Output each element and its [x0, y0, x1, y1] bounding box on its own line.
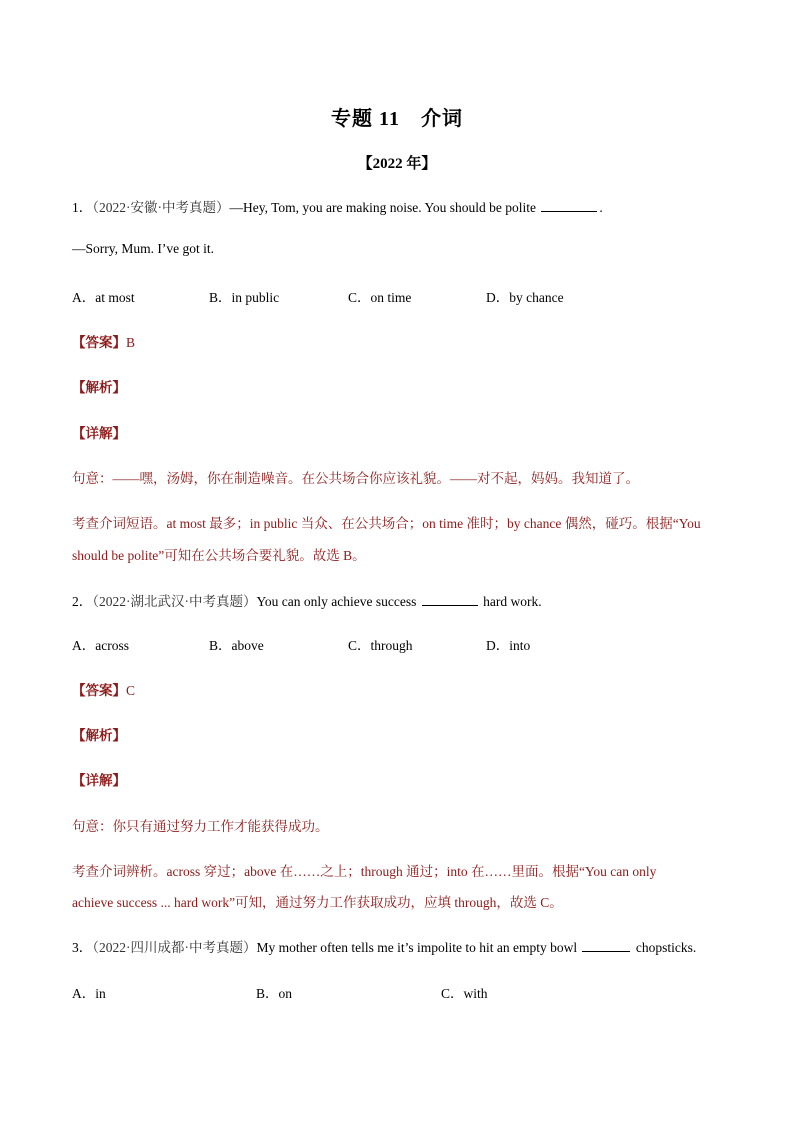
option-b: B．in public — [209, 290, 280, 305]
analysis-label: 【解析】 — [72, 380, 126, 395]
explanation-line-1: 考查介词短语。at most 最多；in public 当众、在公共场合；on time 准时；by chance 偶然，碰巧。根据“You — [72, 516, 701, 531]
question-2-stem — [72, 590, 542, 610]
answer-label: 【答案】 — [72, 335, 126, 350]
question-text-end: . — [599, 200, 603, 215]
question-source: （2022·安徽·中考真题） — [92, 200, 230, 215]
question-text-end: hard work. — [479, 594, 542, 609]
sentence-meaning: 句意：你只有通过努力工作才能获得成功。 — [72, 819, 329, 834]
explanation-line-2: should be polite”可知在公共场合要礼貌。故选 B。 — [72, 548, 366, 563]
option-b: B．above — [209, 638, 264, 653]
question-text: —Hey, Tom, you are making noise. You should be polite — [229, 200, 540, 215]
option-c: C．through — [348, 638, 413, 653]
option-b: B．on — [256, 986, 293, 1001]
question-source: （2022·湖北武汉·中考真题） — [92, 594, 257, 609]
question-number: 3． — [72, 940, 93, 955]
answer-blank — [541, 200, 597, 212]
question-1-stem — [72, 196, 603, 216]
detail-label: 【详解】 — [72, 773, 126, 788]
question-3-stem — [72, 936, 696, 956]
sentence-meaning: 句意：——嘿，汤姆，你在制造噪音。在公共场合你应该礼貌。——对不起，妈妈。我知道了。 — [72, 471, 639, 486]
question-number: 1． — [72, 200, 93, 215]
question-text: My mother often tells me it’s impolite to hit an empty bowl — [256, 940, 581, 955]
question-number: 2． — [72, 594, 93, 609]
year-heading: 【2022 年】 — [357, 156, 437, 172]
answer-line — [72, 679, 135, 699]
question-source: （2022·四川成都·中考真题） — [92, 940, 257, 955]
option-a: A．across — [72, 638, 129, 653]
question-text: You can only achieve success — [256, 594, 420, 609]
answer-blank — [422, 594, 478, 606]
option-c: C．on time — [348, 290, 412, 305]
option-c: C．with — [441, 986, 488, 1001]
answer-value: B — [126, 335, 136, 350]
explanation-line-1: 考查介词辨析。across 穿过；above 在……之上；through 通过；into 在……里面。根据“You can only — [72, 864, 657, 879]
question-1-reply: —Sorry, Mum. I’ve got it. — [72, 241, 214, 256]
option-d: D．by chance — [486, 290, 564, 305]
option-a: A．in — [72, 986, 106, 1001]
answer-value: C — [126, 683, 136, 698]
answer-label: 【答案】 — [72, 683, 126, 698]
option-d: D．into — [486, 638, 531, 653]
detail-label: 【详解】 — [72, 426, 126, 441]
analysis-label: 【解析】 — [72, 728, 126, 743]
option-a: A．at most — [72, 290, 135, 305]
question-text-end: chopsticks. — [632, 940, 697, 955]
explanation-line-2: achieve success ... hard work”可知，通过努力工作获取成功，应填 through，故选 C。 — [72, 895, 563, 910]
page-title: 专题 11 介词 — [331, 108, 463, 130]
answer-line — [72, 331, 135, 351]
answer-blank — [582, 940, 630, 952]
